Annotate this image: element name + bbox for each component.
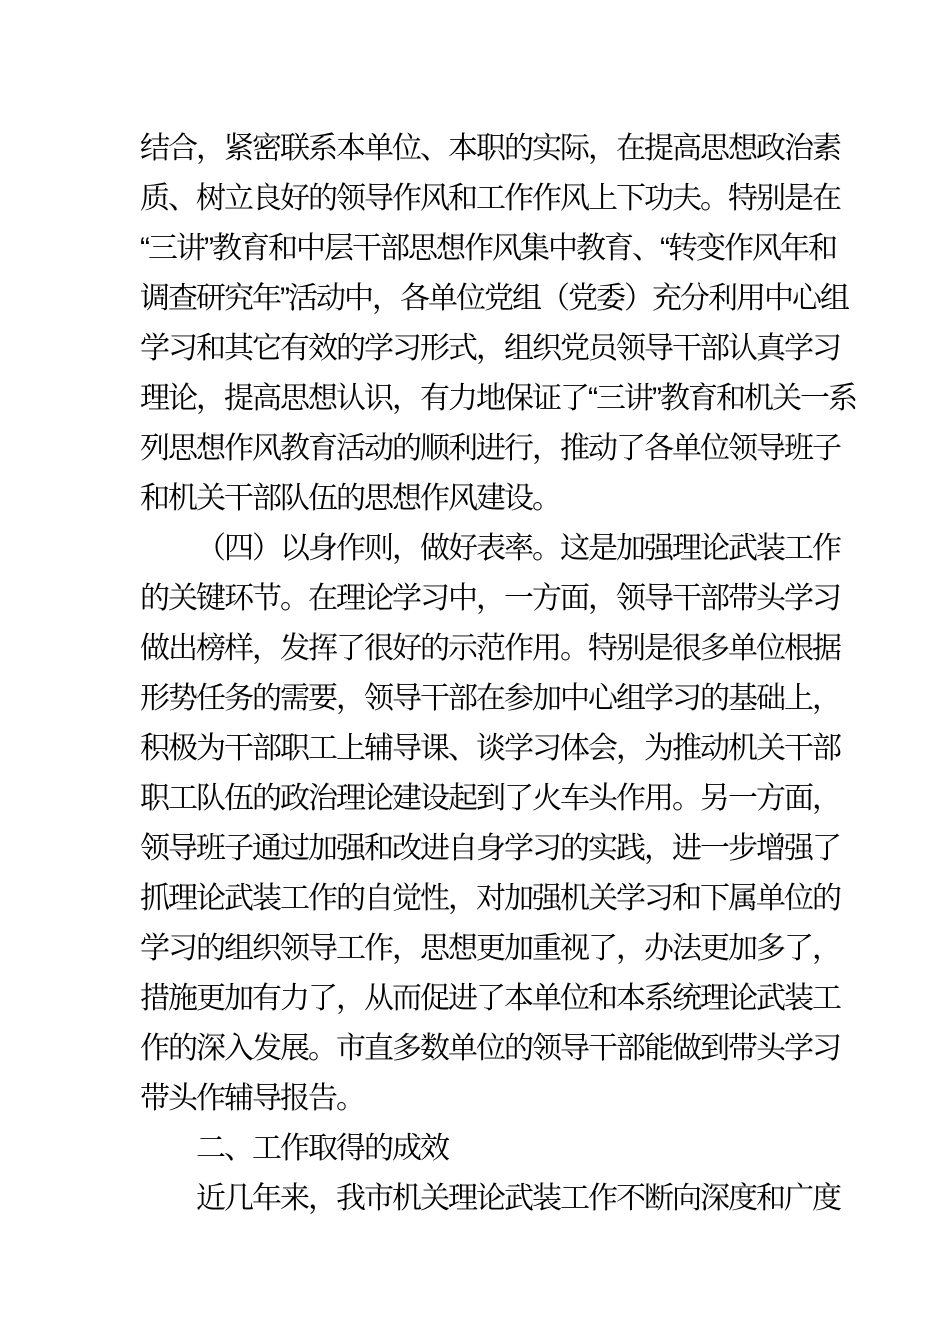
text-line: 抓理论武装工作的自觉性，对加强机关学习和下属单位的	[140, 882, 840, 915]
text-line: 形势任务的需要，领导干部在参加中心组学习的基础上，	[140, 682, 840, 715]
text-line: 二、工作取得的成效	[196, 1132, 448, 1165]
text-line: 质、树立良好的领导作风和工作作风上下功夫。特别是在	[140, 182, 840, 215]
paragraph-p1	[140, 124, 856, 524]
text-line: 近几年来，我市机关理论武装工作不断向深度和广度	[196, 1182, 840, 1215]
text-line: 做出榜样，发挥了很好的示范作用。特别是很多单位根据	[140, 632, 840, 665]
text-line: 措施更加有力了，从而促进了本单位和本系统理论武装工	[140, 982, 840, 1015]
text-line: 和机关干部队伍的思想作风建设。	[140, 482, 560, 515]
paragraph-p2	[140, 524, 840, 1124]
text-line: 领导班子通过加强和改进自身学习的实践，进一步增强了	[140, 832, 840, 865]
text-line: 学习和其它有效的学习形式，组织党员领导干部认真学习	[140, 332, 840, 365]
paragraph-p3	[140, 1124, 820, 1174]
text-line: 积极为干部职工上辅导课、谈学习体会，为推动机关干部	[140, 732, 840, 765]
text-line: 职工队伍的政治理论建设起到了火车头作用。另一方面，	[140, 782, 840, 815]
text-line: （四）以身作则，做好表率。这是加强理论武装工作	[196, 532, 840, 565]
text-line: 学习的组织领导工作，思想更加重视了，办法更加多了，	[140, 932, 840, 965]
text-line: 调查研究年”活动中，各单位党组（党委）充分利用中心组	[140, 282, 848, 315]
text-line: “三讲”教育和中层干部思想作风集中教育、“转变作风年和	[140, 232, 836, 265]
text-line: 作的深入发展。市直多数单位的领导干部能做到带头学习	[140, 1032, 840, 1065]
text-line: 带头作辅导报告。	[140, 1082, 364, 1115]
text-line: 结合，紧密联系本单位、本职的实际，在提高思想政治素	[140, 132, 840, 165]
text-line: 的关键环节。在理论学习中，一方面，领导干部带头学习	[140, 582, 840, 615]
text-line: 理论，提高思想认识，有力地保证了“三讲”教育和机关一系	[140, 382, 856, 415]
paragraph-p4	[140, 1174, 840, 1224]
document-text	[140, 124, 856, 1224]
text-line: 列思想作风教育活动的顺利进行，推动了各单位领导班子	[140, 432, 840, 465]
